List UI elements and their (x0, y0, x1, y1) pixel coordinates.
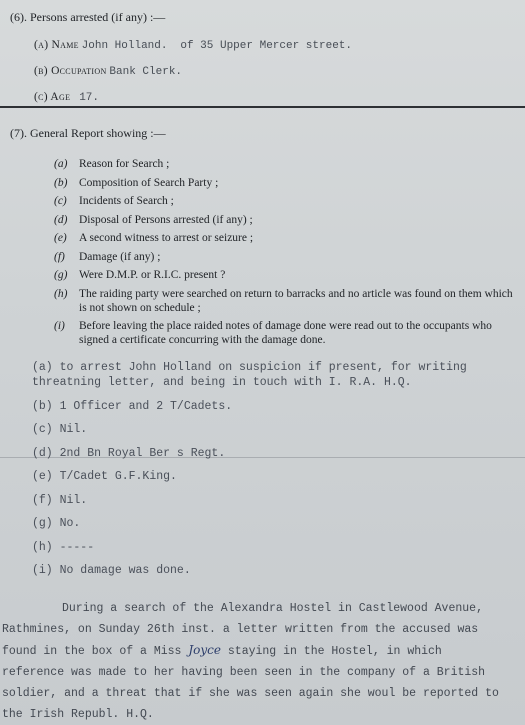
answer-h: (h) ----- (32, 540, 95, 554)
report-items-list (54, 157, 515, 347)
occupation-row (34, 61, 515, 87)
narrative-line: the Irish Republ. H.Q. (2, 708, 154, 721)
report-item (54, 157, 515, 171)
item-label: (d) (54, 213, 68, 226)
item-text: Damage (if any) ; (79, 250, 161, 263)
answer-a: (a) to arrest John Holland on suspicion if present, for writing threatning letter, and being in touch with I. R.A. H.Q. (32, 361, 467, 389)
typed-answers (32, 360, 512, 587)
answer-i: (i) No damage was done. (32, 564, 191, 577)
report-item (54, 213, 515, 227)
narrative-line: reference was made to her having been seen in the company of a British (2, 666, 486, 679)
narrative-paragraph (2, 598, 520, 725)
report-item (54, 231, 515, 245)
item-text: A second witness to arrest or seizure ; (79, 232, 254, 244)
narrative-line: During a search of the Alexandra Hostel in Castlewood Avenue, (62, 602, 483, 615)
report-item (54, 176, 515, 190)
report-item (54, 268, 515, 282)
report-item (54, 194, 515, 208)
narrative-line-with-signature (2, 640, 520, 662)
section-6-persons-arrested (10, 10, 515, 113)
name-value: John Holland. (81, 40, 168, 52)
narrative-fragment: found in the box of a Miss (2, 645, 182, 658)
item-text: Disposal of Persons arrested (if any) ; (79, 213, 253, 226)
item-label: (a) (54, 158, 68, 170)
item-label: (c) (54, 195, 67, 207)
answer-d: (d) 2nd Bn Royal Ber s Regt. (32, 446, 226, 460)
item-label: (i) (54, 320, 65, 332)
section-6-heading: (6). Persons arrested (if any) :— (10, 10, 166, 24)
answer-e: (e) T/Cadet G.F.King. (32, 470, 177, 483)
section-7-heading: (7). General Report showing :— (10, 126, 166, 140)
item-label: (h) (54, 287, 68, 300)
answer-f: (f) Nil. (32, 493, 88, 507)
answer-g: (g) No. (32, 517, 81, 530)
item-text: Before leaving the place raided notes of damage done were read out to the occupants who signed a certificate concurring with the damage done. (79, 320, 492, 346)
answer-c: (c) Nil. (32, 423, 88, 436)
item-label: (f) (54, 250, 65, 263)
item-text: The raiding party were searched on return to barracks and no article was found on them which is not shown on schedule ; (79, 287, 513, 314)
item-text: Composition of Search Party ; (79, 176, 219, 189)
occupation-label: (b) Occupation (34, 65, 107, 77)
item-text: Incidents of Search ; (79, 195, 174, 207)
narrative-line: soldier, and a threat that if she was seen again she woul be reported to (2, 687, 499, 700)
report-item (54, 319, 515, 347)
report-item (54, 250, 515, 264)
age-row (34, 87, 515, 113)
item-label: (b) (54, 176, 68, 189)
section-divider (0, 106, 525, 108)
item-text: Were D.M.P. or R.I.C. present ? (79, 269, 226, 281)
age-value: 17. (79, 92, 99, 104)
age-label: (c) Age (34, 91, 71, 103)
answer-b: (b) 1 Officer and 2 T/Cadets. (32, 399, 233, 413)
item-text: Reason for Search ; (79, 158, 170, 170)
occupation-value: Bank Clerk. (109, 66, 183, 78)
narrative-fragment: staying in the Hostel, in which (227, 645, 442, 658)
name-row (34, 35, 515, 61)
name-label: (a) Name (34, 39, 79, 51)
section-7-general-report (10, 126, 515, 352)
narrative-line: Rathmines, on Sunday 26th inst. a letter written from the accused was (2, 623, 479, 636)
handwritten-name: Joyce (188, 643, 221, 657)
item-label: (e) (54, 232, 67, 244)
item-label: (g) (54, 269, 68, 281)
name-address: of 35 Upper Mercer street. (180, 40, 353, 52)
report-item (54, 287, 515, 315)
